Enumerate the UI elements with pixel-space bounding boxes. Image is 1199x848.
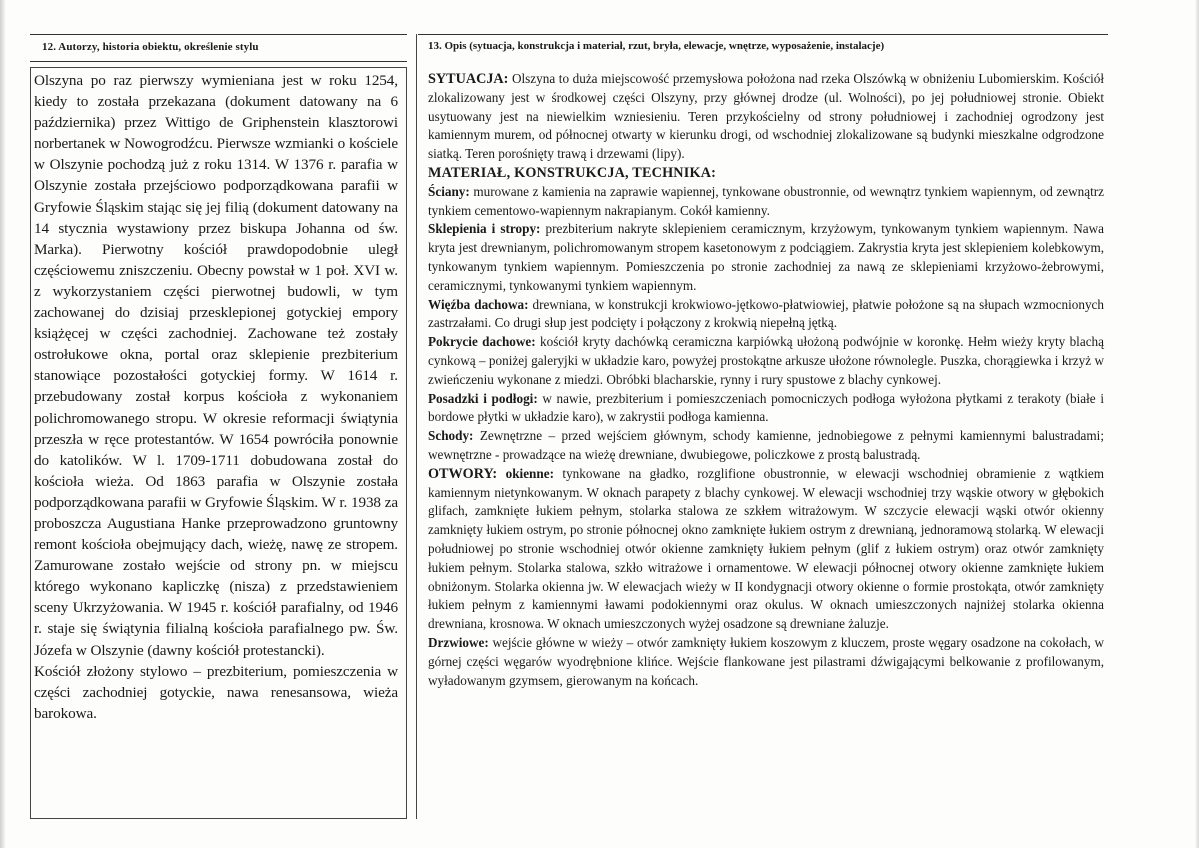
sklepienia-label: Sklepienia i stropy: <box>428 221 541 237</box>
pokrycie-label: Pokrycie dachowe: <box>428 334 536 350</box>
drzwiowe-text: wejście główne w wieży – otwór zamknięty łukiem koszowym z kluczem, proste węgary osadzone na cokołach, w górnej części węgarów wyodrębnione klińce. Wejście flankowane jest pilastrami dźwigającymi belkowanie z profilowanym, wyładowanym gzymsem, gierowanym na końcach. <box>428 634 1104 688</box>
history-header <box>30 34 407 62</box>
sciany-paragraph <box>428 183 1104 221</box>
description-header-label: 13. Opis (sytuacja, konstrukcja i materiał, rzut, bryła, elewacje, wnętrze, wyposażenie, instalacje) <box>428 40 885 52</box>
sciany-label: Ściany: <box>428 183 470 199</box>
history-header-label: 12. Autorzy, historia obiektu, określenie stylu <box>42 41 259 53</box>
history-panel <box>30 34 407 819</box>
otwory-label: OTWORY: <box>428 465 498 482</box>
sklepienia-text: prezbiterium nakryte sklepieniem ceramicznym, krzyżowym, tynkowanym tynkiem wapiennym. Nawa kryta jest drewnianym, polichromowanym stropem kasetonowym z podciągiem. Zakrystia kryta jest sklepieniem kolebkowym, tynkowanym tynkiem wapiennym. Pomieszczenia po stronie zachodniej za nawą ze sklepieniami krzyżowo-żebrowymi, ceramicznymi, tynkowanymi tynkiem wapiennym. <box>428 221 1104 293</box>
sciany-text: murowane z kamienia na zaprawie wapiennej, tynkowane obustronnie, od wewnątrz tynkiem wapiennym, od zewnątrz tynkiem cementowo-wapiennym nakrapianym. Cokół kamienny. <box>428 183 1104 218</box>
scan-edge-left <box>0 0 6 848</box>
schody-paragraph <box>428 427 1104 465</box>
schody-label: Schody: <box>428 428 474 444</box>
wiezba-label: Więźba dachowa: <box>428 296 529 312</box>
posadzki-text: w nawie, prezbiterium i pomieszczeniach pomocniczych podłoga wyłożona płytkami z terakoty (białe i bordowe płytki w układzie karo), w zakrystii podłoga kamienna. <box>428 390 1104 425</box>
column-divider <box>416 34 417 819</box>
drzwiowe-paragraph <box>428 634 1104 690</box>
description-panel <box>418 34 1108 794</box>
pokrycie-paragraph <box>428 333 1104 389</box>
history-paragraph-1: Olszyna po raz pierwszy wymieniana jest w roku 1254, kiedy to została przekazana (dokument datowany na 6 października) przez Wittigo de Griphenstein klasztorowi norbertanek w Nowogrodźcu. Pierwsze wzmianki o kościele w Olszynie pochodzą już z roku 1314. W 1376 r. parafia w Olszynie została przejściowo podporządkowana parafii w Gryfowie Śląskim stając się jej filią (dokument datowany na 14 stycznia wystawiony przez biskupa Johanna od św. Marka). Pierwotny kościół prawdopodobnie uległ częściowemu zniszczeniu. Obecny powstał w 1 poł. XVI w. z wykorzystaniem części pierwotnej budowli, w tym zachowanej do dzisiaj przesklepionej gotyckiej empory książęcej w części zachodniej. Zachowane też zostały ostrołukowe okna, portal oraz sklepienie prezbiterium stanowiące pozostałości gotyckiej formy. W 1614 r. przebudowany został korpus kościoła z wykonaniem polichromowanego stropu. W okresie reformacji świątynia przeszła w ręce protestantów. W 1654 powróciła ponownie do katolików. W l. 1709-1711 dobudowana został do kościoła wieża. Od 1863 parafia w Olszynie została podporządkowana parafii w Gryfowie Śląskim. W r. 1938 za proboszcza Augustiana Hanke przeprowadzono gruntowny remont kościoła obejmujący dach, wieżę, nawę ze stropem. Zamurowane zostało wejście od strony pn. w miejscu którego wykonano kapliczkę (nisza) z przedstawieniem sceny Ukrzyżowania. W 1945 r. kościół parafialny, od 1946 r. staje się świątynia filialną kościoła parafialnego pw. Św. Józefa w Olszynie (dawny kościół protestancki). <box>34 72 398 659</box>
otwory-paragraph <box>428 465 1104 634</box>
drzwiowe-label: Drzwiowe: <box>428 634 489 650</box>
sklepienia-paragraph <box>428 220 1104 295</box>
sytuacja-paragraph <box>428 70 1104 164</box>
wiezba-paragraph <box>428 296 1104 334</box>
wiezba-text: drewniana, w konstrukcji krokwiowo-jętkowo-płatwiowiej, płatwie położone są na słupach wzmocnionych zastrzałami. Co drugi słup jest podcięty i połączony z krokwią niepełną jętką. <box>428 296 1104 331</box>
sytuacja-text: Olszyna to duża miejscowość przemysłowa położona nad rzeka Olszówką w obniżeniu Lubomierskim. Kościół zlokalizowany jest w środkowej części Olszyny, przy głównej drodze (ul. Wolności), po jej południowej stronie. Obiekt usytuowany jest na niewielkim wzniesieniu. Teren przykościelny od strony południowej i zachodniej ogrodzony jest kamiennym murem, od północnej otwarty w kierunku drogi, od wschodniej zlokalizowane są budynki mieszkalne odgrodzone siatką. Teren porośnięty trawą i drzewami (lipy). <box>428 71 1104 162</box>
posadzki-label: Posadzki i podłogi: <box>428 390 538 406</box>
sytuacja-label: SYTUACJA: <box>428 71 509 87</box>
history-text <box>34 70 398 724</box>
scan-edge-right <box>1195 0 1199 848</box>
otwory-text: tynkowane na gładko, rozglifione obustronnie, w elewacji wschodniej obramienie z wątkiem kamiennym nietynkowanym. W oknach parapety z blachy cynkowej. W elewacji wschodniej trzy wąskie otwory w głębokich glifach, zamknięte łukiem pełnym, stolarka stalowa ze szkłem witrażowym. W szczycie elewacji wąski otwór okienny zamknięty łukiem ostrym, po stronie północnej okno zamknięte łukiem ostrym z drewnianą, jednoramową stolarką. W elewacji południowej po stronie wschodniej otwór okienne zamknięty łukiem pełnym (glif z łukiem ostrym) oraz otwór zamknięty łukiem pełnym. Stolarka stalowa, szkło witrażowe i ornamentowe. W elewacji północnej otwory okienne zamknięte łukiem obniżonym. Stolarka okienna jw. W elewacjach wieży w II kondygnacji otwory okienne o formie prostokąta, otwór zamknięty łukiem pełnym z kamiennymi ławami podokiennymi oraz okulus. W oknach umieszczonych najniżej stolarka okienna drewniana, krosnowa. W oknach umieszczonych wyżej osadzone są drewniane żaluzje. <box>428 465 1104 632</box>
schody-text: Zewnętrzne – przed wejściem głównym, schody kamienne, jednobiegowe z pełnymi kamiennymi balustradami; wewnętrzne - prowadzące na wieżę drewniane, dwubiegowe, policzkowe z prostą balustradą. <box>428 428 1104 462</box>
description-text <box>428 70 1104 690</box>
history-paragraph-2: Kościół złożony stylowo – prezbiterium, pomieszczenia w części zachodniej gotyckie, nawa renesansowa, wieża barokowa. <box>34 662 398 722</box>
okienne-label: okienne: <box>497 465 554 481</box>
description-header <box>418 34 1108 58</box>
material-heading: MATERIAŁ, KONSTRUKCJA, TECHNIKA: <box>428 164 717 181</box>
posadzki-paragraph <box>428 390 1104 428</box>
pokrycie-text: kościół kryty dachówką ceramiczna karpiówką ułożoną podwójnie w koronkę. Hełm wieży kryty blachą cynkową – poniżej galeryjki w układzie karo, powyżej prostokątne arkusze ułożone równolegle. Puszka, chorągiewka i krzyż w zwieńczeniu wykonane z miedzi. Obróbki blacharskie, rynny i rury spustowe z blachy cynkowej. <box>428 334 1104 387</box>
